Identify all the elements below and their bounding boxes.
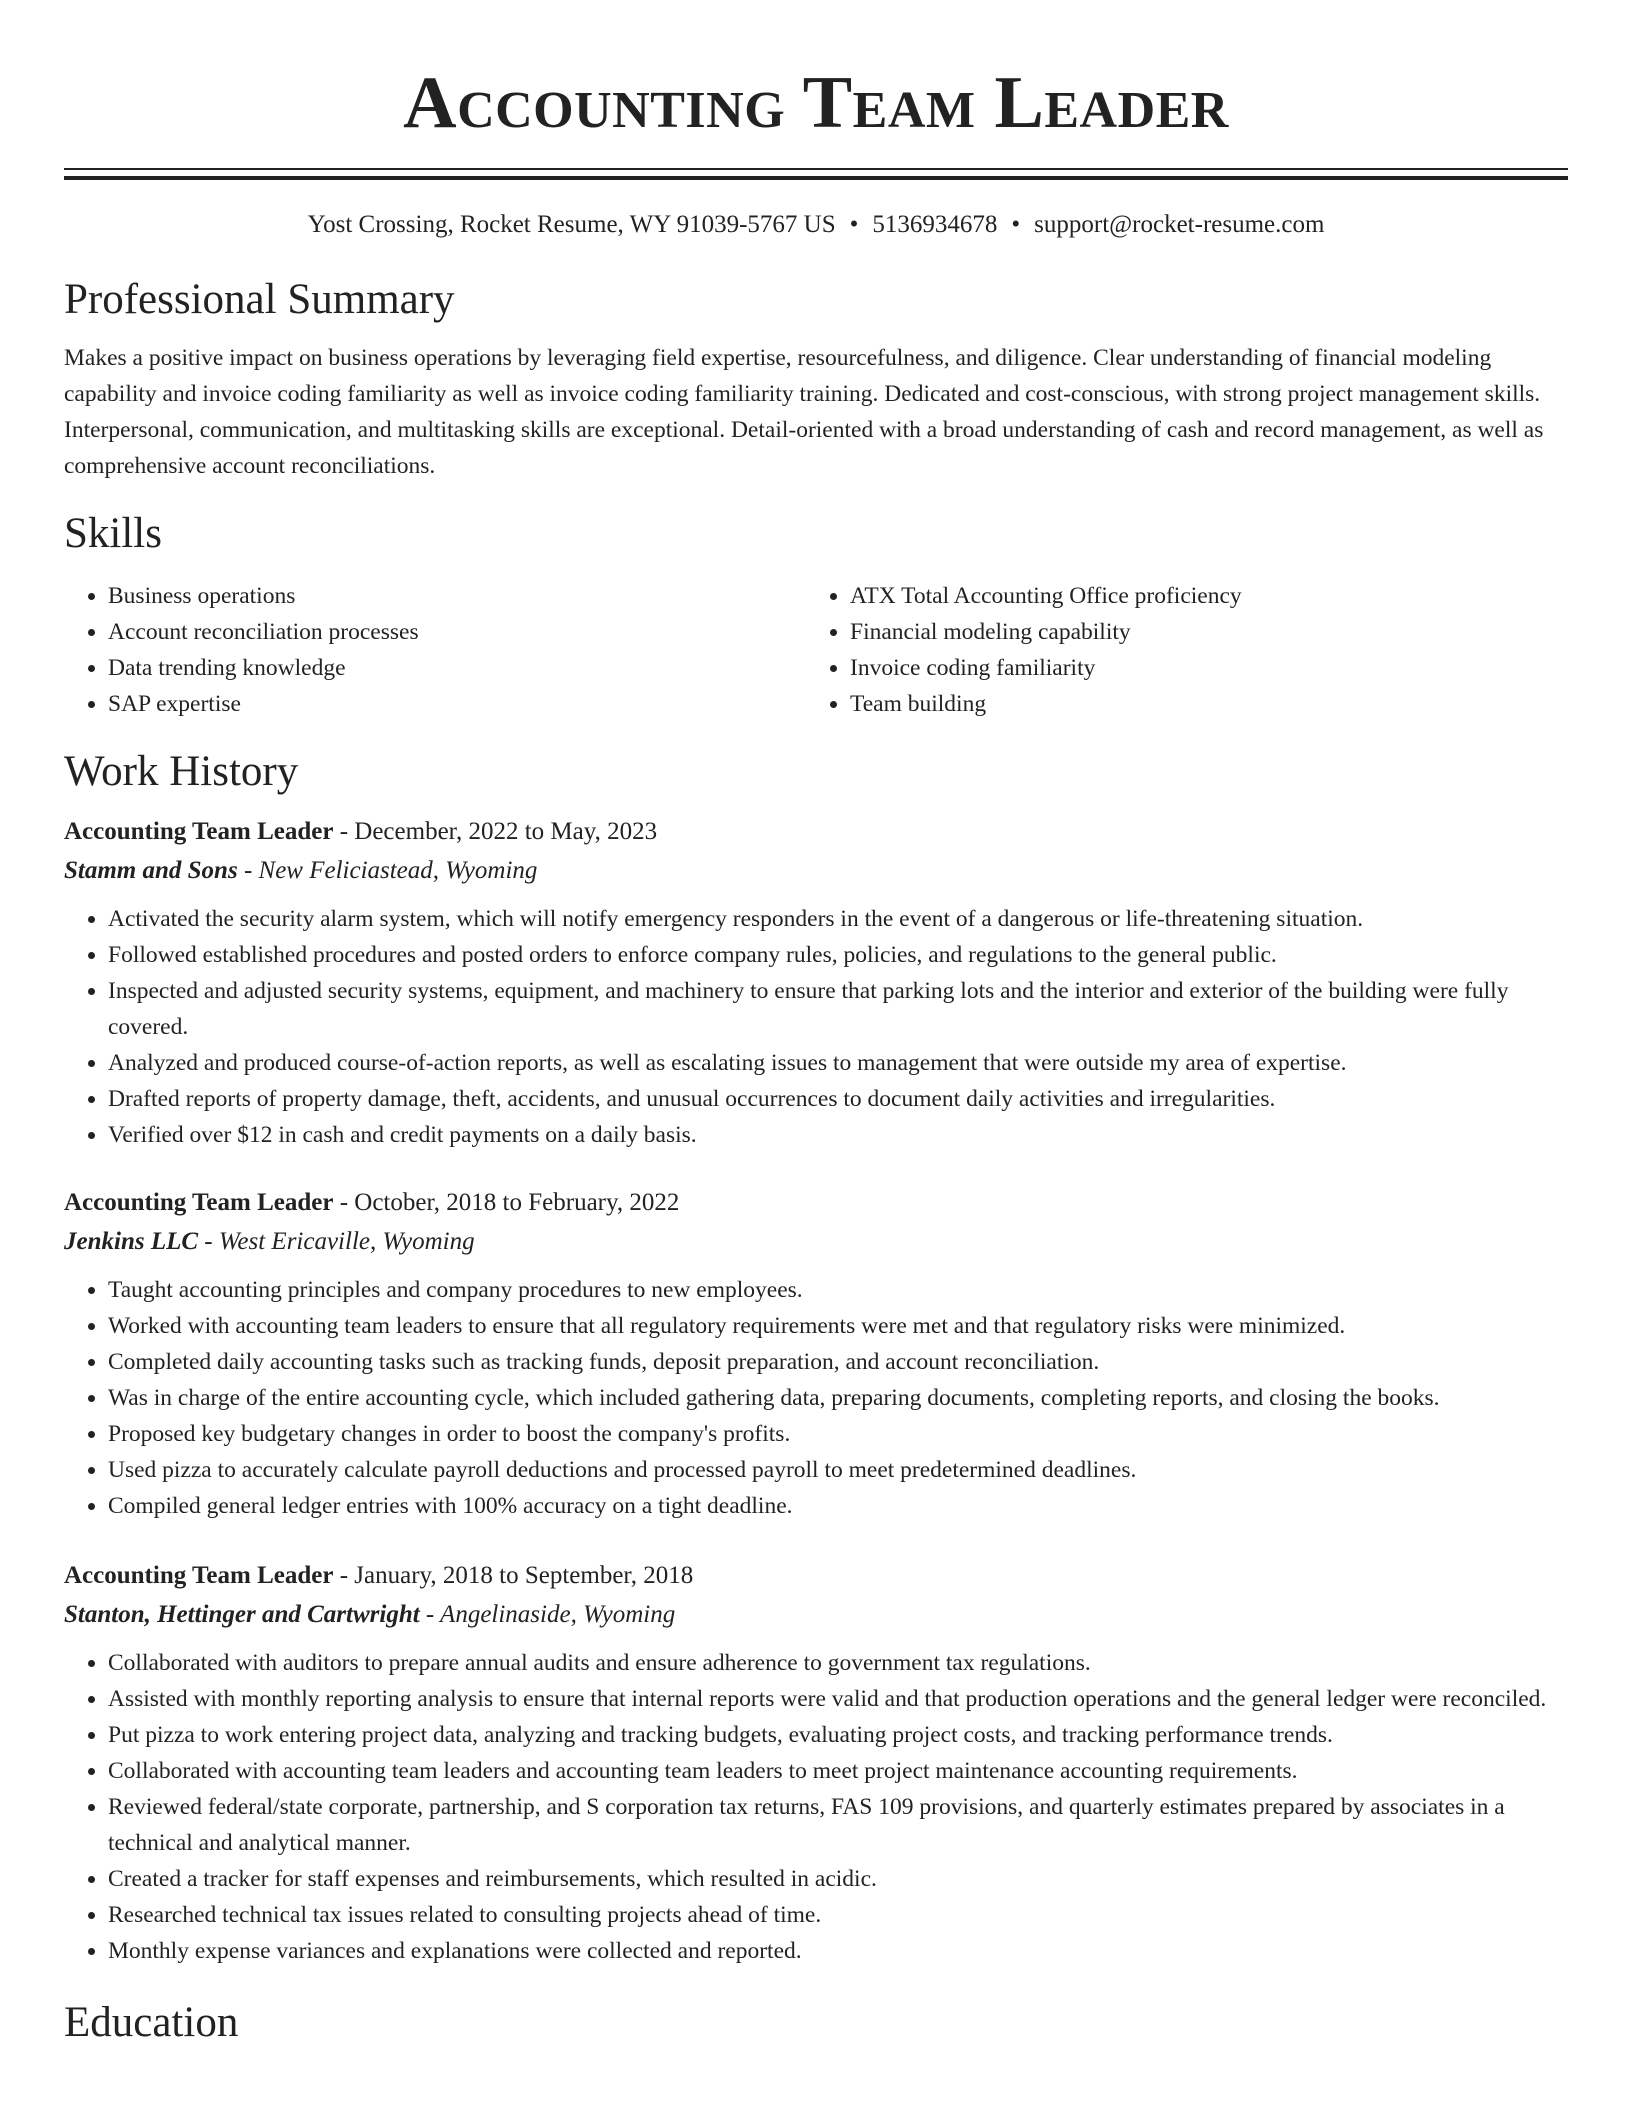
job-duties — [64, 901, 1568, 1153]
duty-item: • Collaborated with auditors to prepare annual audits and ensure adherence to government tax regulations. — [108, 1645, 1568, 1681]
job-title: Accounting Team Leader — [64, 818, 334, 845]
skill-item: • Business operations — [108, 578, 806, 614]
job-dates: - December, 2022 to May, 2023 — [333, 818, 658, 845]
duty-item: • Put pizza to work entering project data, analyzing and tracking budgets, evaluating project costs, and tracking performance trends. — [108, 1717, 1568, 1753]
work-history-heading: Work History — [64, 748, 299, 795]
duty-item: • Taught accounting principles and company procedures to new employees. — [108, 1272, 1568, 1308]
skills-column-left — [64, 578, 806, 722]
skill-item: • Invoice coding familiarity — [850, 650, 1548, 686]
job-location: - New Feliciastead, Wyoming — [237, 857, 538, 884]
skill-item: • Account reconciliation processes — [108, 614, 806, 650]
contact-phone: 5136934678 — [872, 211, 998, 238]
job-company: Stamm and Sons — [64, 857, 238, 884]
duty-item: • Activated the security alarm system, which will notify emergency responders in the event of a dangerous or life-threatening situation. — [108, 901, 1568, 937]
skills-heading: Skills — [64, 510, 162, 557]
skill-item: • ATX Total Accounting Office proficiency — [850, 578, 1548, 614]
header-divider-thin — [64, 168, 1568, 170]
duty-item: • Assisted with monthly reporting analysis to ensure that internal reports were valid and that production operations and the general ledger were reconciled. — [108, 1681, 1568, 1717]
skill-item: • Financial modeling capability — [850, 614, 1548, 650]
job-company-line — [64, 1597, 1568, 1633]
job-duties — [64, 1645, 1568, 1969]
job-company-line — [64, 1224, 1568, 1260]
job-duties — [64, 1272, 1568, 1524]
job-location: - West Ericaville, Wyoming — [198, 1228, 475, 1255]
duty-item: • Reviewed federal/state corporate, partnership, and S corporation tax returns, FAS 109 provisions, and quarterly estimates prepared by associates in a technical and analytical manner. — [108, 1789, 1568, 1861]
contact-email: support@rocket-resume.com — [1034, 211, 1325, 238]
resume-name: Accounting Team Leader — [403, 62, 1229, 144]
education-heading: Education — [64, 1999, 239, 2046]
duty-item: • Verified over $12 in cash and credit payments on a daily basis. — [108, 1117, 1568, 1153]
summary-text: Makes a positive impact on business operations by leveraging field expertise, resourcefulness, and diligence. Clear understanding of financial modeling capability and invoice coding familiarity as well as invoice coding familiarity training. Dedicated and cost-conscious, with strong project management skills. Interpersonal, communication, and multitasking skills are exceptional. Detail-oriented with a broad understanding of cash and record management, as well as comprehensive account reconciliations. — [64, 345, 1544, 479]
skills-list — [64, 578, 1568, 722]
job-title-line — [64, 1558, 1568, 1594]
job-entry — [64, 1558, 1568, 1969]
contact-line — [64, 208, 1568, 242]
job-title: Accounting Team Leader — [64, 1562, 334, 1589]
duty-item: • Was in charge of the entire accounting cycle, which included gathering data, preparing documents, completing reports, and closing the books. — [108, 1380, 1568, 1416]
contact-separator: • — [849, 211, 859, 238]
job-title: Accounting Team Leader — [64, 1189, 334, 1216]
skill-item: • SAP expertise — [108, 686, 806, 722]
duty-item: • Analyzed and produced course-of-action reports, as well as escalating issues to management that were outside my area of expertise. — [108, 1045, 1568, 1081]
summary-heading: Professional Summary — [64, 276, 455, 323]
duty-item: • Proposed key budgetary changes in order to boost the company's profits. — [108, 1416, 1568, 1452]
job-dates: - October, 2018 to February, 2022 — [333, 1189, 680, 1216]
job-company-line — [64, 853, 1568, 889]
job-dates: - January, 2018 to September, 2018 — [333, 1562, 694, 1589]
job-location: - Angelinaside, Wyoming — [419, 1601, 676, 1628]
contact-separator: • — [1011, 211, 1021, 238]
contact-address: Yost Crossing, Rocket Resume, WY 91039-5767 US — [307, 211, 836, 238]
resume-page — [64, 0, 1568, 2049]
duty-item: • Created a tracker for staff expenses and reimbursements, which resulted in acidic. — [108, 1861, 1568, 1897]
job-title-line — [64, 814, 1568, 850]
skill-item: • Data trending knowledge — [108, 650, 806, 686]
duty-item: • Inspected and adjusted security systems, equipment, and machinery to ensure that parking lots and the interior and exterior of the building were fully covered. — [108, 973, 1568, 1045]
duty-item: • Followed established procedures and posted orders to enforce company rules, policies, and regulations to the general public. — [108, 937, 1568, 973]
duty-item: • Worked with accounting team leaders to ensure that all regulatory requirements were met and that regulatory risks were minimized. — [108, 1308, 1568, 1344]
job-title-line — [64, 1185, 1568, 1221]
job-company: Jenkins LLC — [64, 1228, 199, 1255]
skill-item: • Team building — [850, 686, 1548, 722]
skills-column-right — [806, 578, 1548, 722]
job-company: Stanton, Hettinger and Cartwright — [64, 1601, 420, 1628]
job-entry — [64, 814, 1568, 1153]
duty-item: • Researched technical tax issues related to consulting projects ahead of time. — [108, 1897, 1568, 1933]
job-entry — [64, 1185, 1568, 1524]
duty-item: • Drafted reports of property damage, theft, accidents, and unusual occurrences to document daily activities and irregularities. — [108, 1081, 1568, 1117]
duty-item: • Used pizza to accurately calculate payroll deductions and processed payroll to meet predetermined deadlines. — [108, 1452, 1568, 1488]
duty-item: • Collaborated with accounting team leaders and accounting team leaders to meet project maintenance accounting requirements. — [108, 1753, 1568, 1789]
duty-item: • Monthly expense variances and explanations were collected and reported. — [108, 1933, 1568, 1969]
duty-item: • Compiled general ledger entries with 100% accuracy on a tight deadline. — [108, 1488, 1568, 1524]
header-divider-thick — [64, 176, 1568, 180]
duty-item: • Completed daily accounting tasks such as tracking funds, deposit preparation, and account reconciliation. — [108, 1344, 1568, 1380]
